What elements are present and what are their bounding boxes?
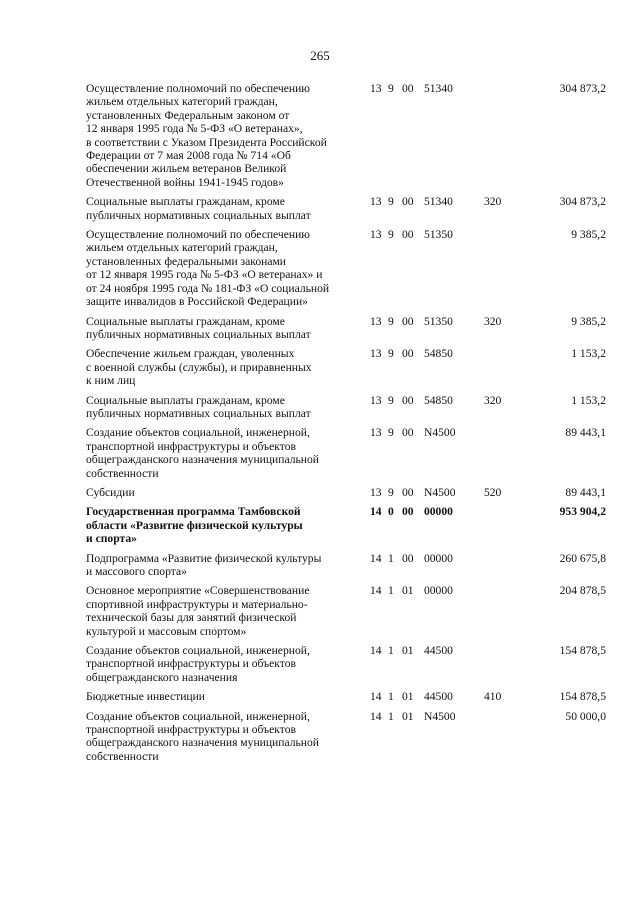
- code-direction: 00000: [423, 505, 453, 519]
- code-event: 01: [401, 690, 414, 704]
- code-subprogram: 1: [387, 709, 394, 723]
- code-event: 01: [401, 644, 414, 658]
- amount: 304 873,2: [559, 195, 606, 209]
- row-name-line: Обеспечение жильем граждан, уволенных: [86, 347, 295, 361]
- row-name-line: культурой и массовым спортом»: [86, 624, 247, 638]
- code-direction: 00000: [423, 551, 453, 565]
- row-name-line: Бюджетные инвестиции: [86, 690, 206, 704]
- table-row: [86, 82, 606, 189]
- target-article-code: [352, 690, 482, 703]
- code-subprogram: 9: [387, 485, 394, 499]
- table-row: [86, 426, 606, 480]
- row-name: [86, 315, 352, 342]
- page-number: 265: [310, 48, 330, 63]
- code-direction: 54850: [423, 393, 453, 407]
- target-article-code: [352, 584, 482, 597]
- code-program: 13: [369, 485, 382, 499]
- target-article-code: [352, 315, 482, 328]
- row-name-line: Осуществление полномочий по обеспечению: [86, 228, 310, 242]
- row-name-line: жильем отдельных категорий граждан,: [86, 95, 278, 109]
- row-name: [86, 394, 352, 421]
- row-name-line: общегражданского назначения: [86, 670, 238, 684]
- table-row: [86, 505, 606, 545]
- target-article-code: [352, 347, 482, 360]
- row-name-line: Субсидии: [86, 485, 135, 499]
- amount: 9 385,2: [571, 314, 606, 328]
- row-name-line: от 12 января 1995 года № 5-ФЗ «О ветеранах» и: [86, 268, 323, 282]
- row-name-line: Создание объектов социальной, инженерной,: [86, 644, 310, 658]
- table-row: [86, 552, 606, 579]
- amount: 50 000,0: [565, 709, 606, 723]
- code-event: 00: [401, 485, 414, 499]
- row-name-line: транспортной инфраструктуры и объектов: [86, 439, 296, 453]
- code-subprogram: 9: [387, 195, 394, 209]
- table-row: [86, 644, 606, 684]
- amount: 260 675,8: [559, 551, 606, 565]
- code-direction: 51340: [423, 195, 453, 209]
- table-row: [86, 486, 606, 499]
- row-name-line: Подпрограмма «Развитие физической культуры: [86, 551, 322, 565]
- code-subprogram: 9: [387, 228, 394, 242]
- code-direction: 51350: [423, 228, 453, 242]
- row-name-line: Осуществление полномочий по обеспечению: [86, 82, 310, 95]
- code-program: 13: [369, 314, 382, 328]
- row-name: [86, 710, 352, 764]
- target-article-code: [352, 505, 482, 518]
- row-name-line: Социальные выплаты гражданам, кроме: [86, 314, 285, 328]
- row-name: [86, 644, 352, 684]
- table-row: [86, 195, 606, 222]
- code-direction: 51340: [423, 82, 453, 95]
- code-event: 01: [401, 709, 414, 723]
- code-subprogram: 9: [387, 314, 394, 328]
- code-direction: 00000: [423, 584, 453, 598]
- amount: 304 873,2: [559, 82, 606, 95]
- code-event: 00: [401, 314, 414, 328]
- table-row: [86, 394, 606, 421]
- amount: 9 385,2: [571, 228, 606, 242]
- budget-table: [86, 82, 606, 769]
- row-name-line: в соответствии с Указом Президента Российской: [86, 135, 327, 149]
- row-name-line: Социальные выплаты гражданам, кроме: [86, 195, 285, 209]
- code-subprogram: 1: [387, 551, 394, 565]
- code-subprogram: 9: [387, 393, 394, 407]
- code-subprogram: 9: [387, 347, 394, 361]
- target-article-code: [352, 710, 482, 723]
- row-name: [86, 584, 352, 638]
- row-name-line: установленных федеральными законами: [86, 254, 287, 268]
- row-name-line: Создание объектов социальной, инженерной,: [86, 709, 310, 723]
- row-name-line: собственности: [86, 466, 159, 480]
- row-name-line: Отечественной войны 1941-1945 годов»: [86, 175, 284, 189]
- row-name-line: установленных Федеральным законом от: [86, 108, 290, 122]
- code-program: 14: [369, 644, 382, 658]
- code-event: 00: [401, 228, 414, 242]
- target-article-code: [352, 82, 482, 95]
- code-program: 14: [369, 584, 382, 598]
- code-subprogram: 9: [387, 426, 394, 440]
- row-name-line: публичных нормативных социальных выплат: [86, 327, 311, 341]
- amount: 89 443,1: [565, 426, 606, 440]
- table-row: [86, 710, 606, 764]
- code-program: 13: [369, 82, 382, 95]
- row-name: [86, 552, 352, 579]
- row-name: [86, 347, 352, 387]
- expense-type-code: 320: [483, 195, 502, 209]
- row-name: [86, 505, 352, 545]
- code-direction: 44500: [423, 644, 453, 658]
- row-name-line: спортивной инфраструктуры и материально-: [86, 597, 308, 611]
- target-article-code: [352, 486, 482, 499]
- code-direction: N4500: [423, 426, 456, 440]
- code-event: 00: [401, 505, 414, 519]
- target-article-code: [352, 644, 482, 657]
- code-event: 00: [401, 426, 414, 440]
- row-name: [86, 426, 352, 480]
- expense-type-code: 410: [483, 690, 502, 704]
- table-row: [86, 228, 606, 308]
- code-subprogram: 1: [387, 690, 394, 704]
- code-program: 13: [369, 347, 382, 361]
- code-event: 01: [401, 584, 414, 598]
- code-subprogram: 1: [387, 644, 394, 658]
- row-name: [86, 486, 352, 499]
- code-event: 00: [401, 195, 414, 209]
- row-name-line: транспортной инфраструктуры и объектов: [86, 657, 296, 671]
- code-subprogram: 9: [387, 82, 394, 95]
- row-name-line: Основное мероприятие «Совершенствование: [86, 584, 310, 598]
- code-program: 14: [369, 709, 382, 723]
- target-article-code: [352, 228, 482, 241]
- code-event: 00: [401, 551, 414, 565]
- amount: 154 878,5: [559, 644, 606, 658]
- row-name-line: собственности: [86, 749, 159, 763]
- code-subprogram: 0: [387, 505, 394, 519]
- amount: 89 443,1: [565, 485, 606, 499]
- code-subprogram: 1: [387, 584, 394, 598]
- row-name-line: защите инвалидов в Российской Федерации»: [86, 295, 308, 309]
- code-event: 00: [401, 82, 414, 95]
- row-name-line: технической базы для занятий физической: [86, 611, 297, 625]
- amount: 204 878,5: [559, 584, 606, 598]
- row-name-line: к ним лиц: [86, 374, 136, 388]
- row-name-line: с военной службы (службы), и приравненных: [86, 360, 312, 374]
- row-name-line: области «Развитие физической культуры: [86, 518, 303, 532]
- amount: 1 153,2: [571, 393, 606, 407]
- row-name-line: публичных нормативных социальных выплат: [86, 406, 311, 420]
- amount: 1 153,2: [571, 347, 606, 361]
- expense-type-code: 320: [483, 314, 502, 328]
- row-name: [86, 195, 352, 222]
- code-direction: N4500: [423, 709, 456, 723]
- table-row: [86, 315, 606, 342]
- row-name-line: транспортной инфраструктуры и объектов: [86, 723, 296, 737]
- code-program: 13: [369, 426, 382, 440]
- target-article-code: [352, 426, 482, 439]
- code-program: 14: [369, 505, 382, 519]
- code-direction: N4500: [423, 485, 456, 499]
- table-row: [86, 690, 606, 703]
- code-program: 13: [369, 228, 382, 242]
- code-direction: 54850: [423, 347, 453, 361]
- row-name-line: Государственная программа Тамбовской: [86, 505, 301, 519]
- code-program: 14: [369, 551, 382, 565]
- row-name: [86, 690, 352, 703]
- row-name-line: Создание объектов социальной, инженерной,: [86, 426, 310, 440]
- row-name-line: жильем отдельных категорий граждан,: [86, 241, 278, 255]
- table-row: [86, 347, 606, 387]
- row-name-line: и массового спорта»: [86, 565, 187, 578]
- code-program: 13: [369, 195, 382, 209]
- code-direction: 44500: [423, 690, 453, 704]
- row-name-line: 12 января 1995 года № 5-ФЗ «О ветеранах»,: [86, 122, 303, 136]
- row-name-line: обеспечении жильем ветеранов Великой: [86, 162, 287, 176]
- target-article-code: [352, 552, 482, 565]
- code-direction: 51350: [423, 314, 453, 328]
- amount: 953 904,2: [559, 505, 606, 519]
- row-name-line: Федерации от 7 мая 2008 года № 714 «Об: [86, 149, 291, 163]
- target-article-code: [352, 195, 482, 208]
- row-name-line: Социальные выплаты гражданам, кроме: [86, 393, 285, 407]
- target-article-code: [352, 394, 482, 407]
- code-event: 00: [401, 347, 414, 361]
- expense-type-code: 520: [483, 485, 502, 499]
- code-program: 14: [369, 690, 382, 704]
- row-name-line: от 24 ноября 1995 года № 181-ФЗ «О социальной: [86, 281, 330, 295]
- row-name-line: публичных нормативных социальных выплат: [86, 208, 311, 222]
- code-program: 13: [369, 393, 382, 407]
- row-name: [86, 82, 352, 189]
- amount: 154 878,5: [559, 690, 606, 704]
- row-name-line: и спорта»: [86, 532, 137, 546]
- code-event: 00: [401, 393, 414, 407]
- row-name-line: общегражданского назначения муниципальной: [86, 736, 319, 750]
- expense-type-code: 320: [483, 393, 502, 407]
- row-name: [86, 228, 352, 308]
- row-name-line: общегражданского назначения муниципальной: [86, 453, 319, 467]
- table-row: [86, 584, 606, 638]
